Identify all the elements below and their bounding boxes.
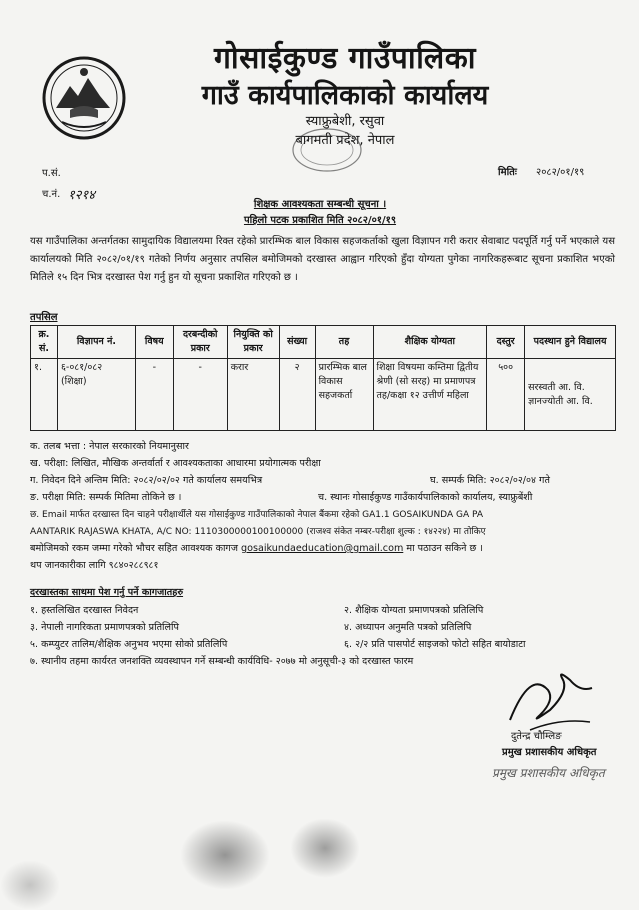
term-email-1: छ. Email मार्फत दरखास्त दिन चाहने परीक्षार्थीले यस गोसाईकुण्ड गाउँपालिकाको नेपाल बैंकमा रहेको GA1.1 GOSAIKUNDA GA PA — [30, 510, 483, 520]
header-cell: तह — [315, 326, 373, 359]
address-line-1: स्याफ्रुबेशी, रसुवा — [305, 114, 385, 129]
header-cell: नियुक्ति को प्रकार — [227, 326, 279, 359]
term-salary: क. तलब भत्ता : नेपाल सरकारको नियमानुसार — [30, 441, 189, 452]
row-sn: १. — [31, 359, 58, 431]
chalani-number: १२१४ — [68, 188, 96, 203]
account-number: AANTARIK RAJASWA KHATA, A/C NO: 1110300000100100000 — [30, 527, 304, 537]
term-exam-date: ङ. परीक्षा मिति: सम्पर्क मितिमा तोकिने छ । — [30, 492, 182, 503]
adv-number: ६-०८१/०८२ — [60, 362, 103, 373]
email-link[interactable]: gosaikundaeducation@gmail.com — [241, 543, 404, 554]
document-item: १. हस्तलिखित दरखास्त निवेदन — [30, 605, 139, 616]
term-contact-date: घ. सम्पर्क मिति: २०८२/०२/०४ गते — [430, 475, 550, 486]
row-level: प्रारम्भिक बाल विकास सहजकर्ता — [315, 359, 373, 431]
table-caption: तपसिल — [30, 312, 58, 323]
email-prefix: बमोजिमको रकम जम्मा गरेको भौचर सहित आवश्यक कागज — [30, 543, 242, 554]
signatory-name: दुतेन्द्र चौम्लिङ — [511, 731, 562, 742]
email-suffix: मा पठाउन सकिने छ । — [403, 543, 483, 554]
row-school — [525, 359, 616, 431]
row-fee: ५०० — [487, 359, 525, 431]
signatory-title: प्रमुख प्रशासकीय अधिकृत — [502, 747, 597, 758]
scan-smudge — [290, 818, 360, 878]
scan-smudge — [0, 860, 60, 910]
office-title: गोसाईकुण्ड गाउँपालिका — [213, 41, 477, 76]
header-cell: संख्या — [279, 326, 315, 359]
row-qualification: शिक्षा विषयमा कम्तिमा द्वितीय श्रेणी (सो सरह) मा प्रमाणपत्र तह/कक्षा १२ उत्तीर्ण महिला — [373, 359, 487, 431]
patra-label: प.सं. — [42, 168, 61, 179]
nepal-emblem-icon — [42, 56, 126, 140]
term-exam: ख. परीक्षा: लिखित, मौखिक अन्तर्वार्ता र आवश्यकताका आधारमा प्रयोगात्मक परीक्षा — [30, 458, 321, 469]
row-post-type: - — [173, 359, 227, 431]
address-line-2: बागमती प्रदेश, नेपाल — [295, 133, 395, 148]
term-email-2 — [30, 524, 486, 540]
date-label: मितिः — [498, 167, 517, 178]
row-appointment: करार — [227, 359, 279, 431]
header-cell: क्र. सं. — [31, 326, 58, 359]
signatory-stamp: प्रमुख प्रशासकीय अधिकृत — [492, 766, 605, 780]
document-item: ६. २/२ प्रति पासपोर्ट साइजको फोटो सहित बायोडाटा — [344, 639, 526, 650]
document-item: ४. अध्यापन अनुमति पत्रको प्रतिलिपि — [344, 622, 472, 633]
row-adv-no — [57, 359, 135, 431]
notice-subheading: पहिलो पटक प्रकाशित मिति २०८२/०१/१९ — [243, 215, 397, 226]
header-cell: शैक्षिक योग्यता — [373, 326, 487, 359]
row-subject: - — [135, 359, 173, 431]
office-stamp-icon — [290, 126, 364, 174]
signature-icon — [500, 660, 600, 740]
vacancy-table — [30, 325, 616, 431]
office-subtitle: गाउँ कार्यपालिकाको कार्यालय — [201, 80, 489, 111]
scan-smudge — [180, 820, 270, 890]
date-value: २०८२/०१/१९ — [536, 167, 585, 178]
table-header-row — [31, 326, 616, 359]
school-1: सरस्वती आ. वि. — [528, 381, 585, 393]
contact-phone: थप जानकारीका लागि ९८४०२८८९८१ — [30, 560, 159, 571]
document-item: ७. स्थानीय तहमा कार्यरत जनशक्ति व्यवस्थापन गर्ने सम्बन्धी कार्यविधि- २०७७ मो अनुसूची-३ को दरखास्त फारम — [30, 656, 414, 667]
adv-subject: (शिक्षा) — [60, 376, 87, 387]
document-item: ५. कम्प्युटर तालिम/शैक्षिक अनुभव भएमा सोको प्रतिलिपि — [30, 639, 228, 650]
header-cell: दरबन्दीको प्रकार — [173, 326, 227, 359]
header-cell: विज्ञापन नं. — [57, 326, 135, 359]
revenue-code: (राजश्व संकेत नम्बर-परीक्षा शुल्क : १४२२४) मा तोकिए — [303, 527, 486, 537]
table-row — [31, 359, 616, 431]
term-deadline: ग. निवेदन दिने अन्तिम मिति: २०८२/०२/०२ गते कार्यालय समयभित्र — [30, 475, 263, 486]
header-cell: पदस्थान हुने विद्यालय — [525, 326, 616, 359]
term-email-3 — [30, 541, 483, 557]
header-cell: दस्तुर — [487, 326, 525, 359]
documents-heading: दरखास्तका साथमा पेश गर्नु पर्ने कागजातहरु — [30, 587, 184, 598]
notice-body: यस गाउँपालिका अन्तर्गतका सामुदायिक विद्यालयमा रिक्त रहेको प्रारम्भिक बाल विकास सहजकर्ताको खुला विज्ञापन गरी करार सेवाबाट पदपूर्ति गर्नु पर्ने भएकाले यस कार्यालयको मिति २०८२/०१/१९ गतेको निर्णय अनुसार तपसिल बमोजिमको दरखास्त आह्वान गरिएको हुँदा योग्यता पुगेका नागरिकहरूबाट सूचना प्रकाशित भएको मितिले १५ दिन भित्र दरखास्त पेश गर्नु हुन यो सूचना प्रकाशित गरिएको छ । — [30, 236, 615, 283]
row-count: २ — [279, 359, 315, 431]
document-item: २. शैक्षिक योग्यता प्रमाणपत्रको प्रतिलिपि — [344, 605, 484, 616]
term-venue: च. स्थानः गोसाईकुण्ड गाउँकार्यपालिकाको कार्यालय, स्याफ्रुबेंशी — [318, 492, 533, 503]
notice-heading: शिक्षक आवश्यकता सम्बन्धी सूचना । — [253, 199, 387, 210]
chalani-label: च.नं. — [42, 189, 61, 200]
header-cell: विषय — [135, 326, 173, 359]
school-2: ज्ञानज्योती आ. वि. — [528, 395, 593, 407]
document-item: ३. नेपाली नागरिकता प्रमाणपत्रको प्रतिलिपि — [30, 622, 179, 633]
